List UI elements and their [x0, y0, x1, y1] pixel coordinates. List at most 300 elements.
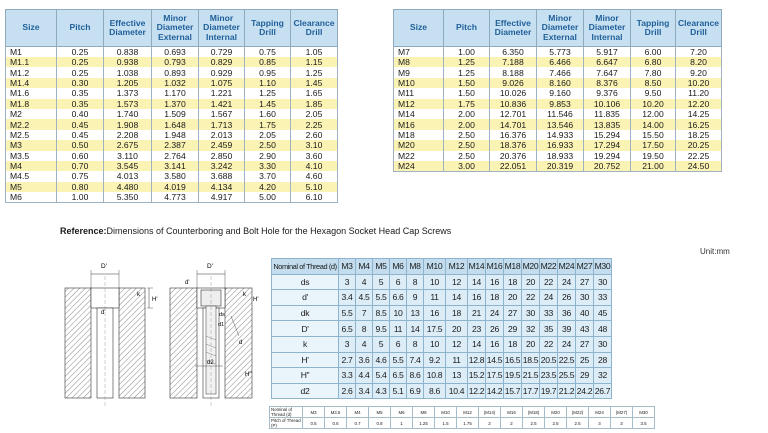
- thread-size-cell: M24: [394, 161, 444, 172]
- table-row: [6, 109, 338, 119]
- column-header: (M18): [523, 407, 545, 418]
- table-cell: 2.764: [152, 151, 199, 161]
- table-row: [6, 140, 338, 150]
- table-cell: 10.106: [584, 99, 631, 109]
- column-header: M3.5: [325, 407, 347, 418]
- table-row: [6, 161, 338, 171]
- table-cell: 3.5: [633, 418, 655, 429]
- table-cell: 24: [486, 305, 504, 321]
- column-header: M20: [522, 259, 540, 275]
- table-cell: 7.80: [631, 67, 676, 77]
- table-cell: 19.294: [584, 151, 631, 161]
- table-cell: 25.5: [558, 368, 576, 384]
- table-cell: 8.6: [407, 368, 424, 384]
- table-cell: 1.221: [199, 88, 245, 98]
- table-cell: 9.026: [490, 78, 537, 88]
- table-cell: 4.6: [373, 352, 390, 368]
- thread-size-cell: M20: [394, 140, 444, 150]
- table-cell: 1.567: [199, 109, 245, 119]
- column-header: M30: [633, 407, 655, 418]
- table-cell: 13: [446, 368, 468, 384]
- table-cell: 1.648: [152, 119, 199, 129]
- table-cell: 3: [339, 336, 356, 352]
- table-row: [6, 119, 338, 129]
- table-cell: 2.05: [245, 130, 291, 140]
- table-cell: 12.8: [468, 352, 486, 368]
- thread-size-cell: M2: [6, 109, 57, 119]
- counterbore-diagram: [55, 256, 260, 416]
- diagram-label: H': [253, 297, 259, 303]
- table-cell: 5.5: [390, 352, 407, 368]
- table-row: [272, 290, 612, 306]
- table-cell: 17.294: [584, 140, 631, 150]
- table-cell: 14.25: [676, 109, 722, 119]
- thread-size-cell: M5: [6, 182, 57, 192]
- table-cell: 7: [356, 305, 373, 321]
- table-cell: 3.4: [356, 383, 373, 399]
- unit-label: Unit:mm: [700, 247, 730, 256]
- table-cell: 1.948: [152, 130, 199, 140]
- table-cell: 7.647: [584, 67, 631, 77]
- table-cell: 14.2: [486, 383, 504, 399]
- table-cell: 6.5: [390, 368, 407, 384]
- column-header: Minor Diameter Internal: [199, 10, 245, 47]
- table-cell: 4.20: [245, 182, 291, 192]
- table-cell: 20.25: [676, 140, 722, 150]
- table-cell: 9.50: [631, 88, 676, 98]
- table-cell: 20.752: [584, 161, 631, 172]
- table-cell: 2.50: [444, 140, 490, 150]
- table-cell: 10.026: [490, 88, 537, 98]
- table-cell: 1.421: [199, 99, 245, 109]
- table-cell: 3.10: [291, 140, 338, 150]
- table-cell: 18: [504, 336, 522, 352]
- table-cell: 26: [486, 321, 504, 337]
- thread-pitch-table: [269, 406, 655, 429]
- diagram-label: k: [137, 292, 140, 298]
- table-cell: 3.580: [152, 171, 199, 181]
- table-cell: 5.00: [245, 192, 291, 203]
- column-header: Minor Diameter External: [152, 10, 199, 47]
- table-cell: 2.387: [152, 140, 199, 150]
- thread-size-cell: M4.5: [6, 171, 57, 181]
- table-cell: 2.013: [199, 130, 245, 140]
- column-header: Size: [394, 10, 444, 47]
- caption-bold: Reference:: [60, 226, 107, 236]
- caption-text: Dimensions of Counterboring and Bolt Hole for the Hexagon Socket Head Cap Screws: [106, 226, 452, 236]
- table-cell: 3.60: [291, 151, 338, 161]
- table-cell: 1.00: [444, 47, 490, 58]
- table-cell: 40: [576, 305, 594, 321]
- table-cell: 20: [504, 290, 522, 306]
- table-cell: 11: [424, 290, 446, 306]
- table-cell: 1.5: [435, 418, 457, 429]
- thread-size-cell: M9: [394, 67, 444, 77]
- column-header: M16: [486, 259, 504, 275]
- table-cell: 24: [558, 274, 576, 290]
- row-header-cell: Pitch of Thread (P): [271, 418, 301, 428]
- table-cell: 30: [576, 290, 594, 306]
- table-cell: 4.773: [152, 192, 199, 203]
- table-row: [394, 151, 722, 161]
- table-cell: 14: [468, 336, 486, 352]
- diagram-label: k: [243, 292, 246, 298]
- thread-size-cell: M1.4: [6, 78, 57, 88]
- table-cell: 6: [390, 336, 407, 352]
- thread-size-cell: M4: [6, 161, 57, 171]
- table-cell: 39: [558, 321, 576, 337]
- table-cell: 0.793: [152, 57, 199, 67]
- table-cell: 16.25: [676, 119, 722, 129]
- table-cell: 13.835: [584, 119, 631, 129]
- table-cell: 4.134: [199, 182, 245, 192]
- table-cell: 8: [407, 336, 424, 352]
- table-cell: 8: [407, 274, 424, 290]
- table-cell: 6.466: [537, 57, 584, 67]
- table-cell: 1.05: [291, 47, 338, 58]
- table-cell: 17.5: [424, 321, 446, 337]
- table-cell: 8.376: [584, 78, 631, 88]
- thread-size-cell: M2.2: [6, 119, 57, 129]
- table-cell: 36: [558, 305, 576, 321]
- table-cell: 1.75: [457, 418, 479, 429]
- table-cell: 29: [576, 368, 594, 384]
- table-cell: 6.10: [291, 192, 338, 203]
- table-cell: 14.701: [490, 119, 537, 129]
- table-row: [394, 161, 722, 172]
- table-cell: 0.7: [347, 418, 369, 429]
- table-row: [272, 383, 612, 399]
- thread-size-cell: M1.1: [6, 57, 57, 67]
- table-cell: 1.25: [245, 88, 291, 98]
- table-cell: 1.75: [444, 99, 490, 109]
- table-cell: 5.5: [339, 305, 356, 321]
- column-header: M24: [589, 407, 611, 418]
- table-cell: 27: [504, 305, 522, 321]
- table-cell: 4: [356, 274, 373, 290]
- table-row: [6, 130, 338, 140]
- table-row: [6, 99, 338, 109]
- table-cell: 2.208: [104, 130, 152, 140]
- table-cell: 3.242: [199, 161, 245, 171]
- table-cell: 14: [446, 290, 468, 306]
- table-cell: 4.10: [291, 161, 338, 171]
- table-cell: 0.938: [104, 57, 152, 67]
- diagram-label: d: [239, 340, 243, 346]
- table-cell: 0.40: [57, 109, 104, 119]
- table-row: [272, 352, 612, 368]
- diagram-label: H'': [245, 372, 252, 378]
- table-cell: 2.00: [444, 109, 490, 119]
- column-header: M18: [504, 259, 522, 275]
- table-cell: 5.1: [390, 383, 407, 399]
- column-header: M10: [435, 407, 457, 418]
- table-cell: 26: [558, 290, 576, 306]
- table-cell: 12: [446, 336, 468, 352]
- table-cell: 17.5: [486, 368, 504, 384]
- table-cell: 13.546: [537, 119, 584, 129]
- column-header: M12: [446, 259, 468, 275]
- table-cell: 3.3: [339, 368, 356, 384]
- column-header: M14: [468, 259, 486, 275]
- table-cell: 1.85: [291, 99, 338, 109]
- table-row: [394, 47, 722, 58]
- table-cell: 35: [540, 321, 558, 337]
- table-cell: 14.00: [631, 119, 676, 129]
- row-header-cell: D': [272, 321, 339, 337]
- table-cell: 12.20: [676, 99, 722, 109]
- table-cell: 0.729: [199, 47, 245, 58]
- table-cell: 7.20: [676, 47, 722, 58]
- table-cell: 1.205: [104, 78, 152, 88]
- table-cell: 24: [540, 290, 558, 306]
- column-header: M3: [303, 407, 325, 418]
- diagram-label: H': [152, 297, 158, 303]
- column-header: Effective Diameter: [104, 10, 152, 47]
- table-cell: 3.110: [104, 151, 152, 161]
- table-cell: 2.50: [444, 130, 490, 140]
- table-cell: 18: [504, 274, 522, 290]
- table-row: [272, 305, 612, 321]
- table-cell: 0.5: [303, 418, 325, 429]
- column-header: M30: [594, 259, 612, 275]
- diagram-label: d1: [218, 322, 225, 328]
- table-cell: 43: [576, 321, 594, 337]
- table-cell: 24.2: [576, 383, 594, 399]
- column-header: M10: [424, 259, 446, 275]
- table-cell: 2.5: [545, 418, 567, 429]
- table-cell: 4: [356, 336, 373, 352]
- column-header: M4: [347, 407, 369, 418]
- table-cell: 6.00: [631, 47, 676, 58]
- table-cell: 1.370: [152, 99, 199, 109]
- table-cell: 0.693: [152, 47, 199, 58]
- table-cell: 33: [540, 305, 558, 321]
- table-cell: 2.90: [245, 151, 291, 161]
- thread-size-cell: M6: [6, 192, 57, 203]
- table-cell: 10.20: [676, 78, 722, 88]
- table-cell: 14: [407, 321, 424, 337]
- table-cell: 0.35: [57, 99, 104, 109]
- table-cell: 28: [594, 352, 612, 368]
- table-cell: 21.2: [558, 383, 576, 399]
- table-cell: 18.933: [537, 151, 584, 161]
- table-cell: 16.933: [537, 140, 584, 150]
- table-cell: 30: [522, 305, 540, 321]
- table-cell: 18.25: [676, 130, 722, 140]
- reference-caption: [60, 226, 451, 236]
- table-cell: 1.740: [104, 109, 152, 119]
- row-header-cell: dk: [272, 305, 339, 321]
- table-row: [394, 130, 722, 140]
- table-cell: 4.013: [104, 171, 152, 181]
- table-cell: 3: [611, 418, 633, 429]
- diagram-label: d2: [207, 360, 214, 366]
- table-cell: 10.8: [424, 368, 446, 384]
- table-cell: 15.7: [504, 383, 522, 399]
- table-cell: 1.15: [291, 57, 338, 67]
- table-cell: 20.319: [537, 161, 584, 172]
- table-cell: 2.7: [339, 352, 356, 368]
- table-cell: 3.00: [444, 161, 490, 172]
- table-cell: 4.019: [152, 182, 199, 192]
- row-header-cell: H'': [272, 368, 339, 384]
- thread-size-cell: M22: [394, 151, 444, 161]
- thread-size-cell: M16: [394, 119, 444, 129]
- tap-drill-table-large: [393, 9, 722, 172]
- table-cell: 4.480: [104, 182, 152, 192]
- table-cell: 19.50: [631, 151, 676, 161]
- table-cell: 8.6: [424, 383, 446, 399]
- table-cell: 2: [501, 418, 523, 429]
- column-header: Minor Diameter Internal: [584, 10, 631, 47]
- column-header: M20: [545, 407, 567, 418]
- table-cell: 1.45: [245, 99, 291, 109]
- table-cell: 1.65: [291, 88, 338, 98]
- table-cell: 1.10: [245, 78, 291, 88]
- table-cell: 1.908: [104, 119, 152, 129]
- table-cell: 21.00: [631, 161, 676, 172]
- table-cell: 16: [468, 290, 486, 306]
- table-cell: 3.141: [152, 161, 199, 171]
- table-row: [6, 88, 338, 98]
- table-row: [394, 88, 722, 98]
- table-cell: 0.45: [57, 130, 104, 140]
- table-row: [272, 368, 612, 384]
- table-cell: 4.917: [199, 192, 245, 203]
- table-cell: 6.5: [339, 321, 356, 337]
- table-cell: 1.45: [291, 78, 338, 88]
- table-cell: 20.5: [540, 352, 558, 368]
- table-cell: 0.929: [199, 67, 245, 77]
- table-row: [6, 67, 338, 77]
- table-cell: 11: [446, 352, 468, 368]
- table-cell: 1.50: [444, 88, 490, 98]
- column-header: Pitch: [444, 10, 490, 47]
- table-cell: 11.546: [537, 109, 584, 119]
- thread-size-cell: M3.5: [6, 151, 57, 161]
- column-header: M6: [390, 259, 407, 275]
- column-header: M12: [457, 407, 479, 418]
- table-cell: 1.713: [199, 119, 245, 129]
- table-cell: 6: [390, 274, 407, 290]
- table-cell: 14.933: [537, 130, 584, 140]
- table-cell: 3.688: [199, 171, 245, 181]
- table-cell: 8.20: [676, 57, 722, 67]
- thread-size-cell: M10: [394, 78, 444, 88]
- table-cell: 1.032: [152, 78, 199, 88]
- table-cell: 6.6: [390, 290, 407, 306]
- column-header: Clearance Drill: [676, 10, 722, 47]
- table-cell: 22: [540, 274, 558, 290]
- column-header: Tapping Drill: [631, 10, 676, 47]
- table-cell: 45: [594, 305, 612, 321]
- column-header: Effective Diameter: [490, 10, 537, 47]
- table-cell: 0.75: [57, 171, 104, 181]
- table-cell: 7.4: [407, 352, 424, 368]
- table-cell: 5.10: [291, 182, 338, 192]
- table-cell: 22.25: [676, 151, 722, 161]
- column-header: (M27): [611, 407, 633, 418]
- column-header: M8: [407, 259, 424, 275]
- table-cell: 18.5: [522, 352, 540, 368]
- column-header: M6: [391, 407, 413, 418]
- table-cell: 1.170: [152, 88, 199, 98]
- thread-size-cell: M3: [6, 140, 57, 150]
- table-cell: 23: [468, 321, 486, 337]
- table-cell: 5.917: [584, 47, 631, 58]
- column-header: M22: [540, 259, 558, 275]
- column-header: M4: [356, 259, 373, 275]
- table-cell: 0.45: [57, 119, 104, 129]
- row-header-cell: d': [272, 290, 339, 306]
- diagram-label: D': [101, 263, 107, 270]
- table-cell: 1.60: [245, 109, 291, 119]
- column-header: M5: [369, 407, 391, 418]
- table-cell: 30: [594, 336, 612, 352]
- table-cell: 11.20: [676, 88, 722, 98]
- table-cell: 9.2: [424, 352, 446, 368]
- table-cell: 10.836: [490, 99, 537, 109]
- diagram-label: D': [207, 263, 213, 270]
- table-cell: 2.25: [291, 119, 338, 129]
- table-cell: 20: [522, 274, 540, 290]
- column-header: M8: [413, 407, 435, 418]
- table-cell: 0.25: [57, 67, 104, 77]
- table-cell: 2.50: [444, 151, 490, 161]
- table-cell: 2.5: [523, 418, 545, 429]
- table-row: [270, 418, 655, 429]
- column-header: M27: [576, 259, 594, 275]
- table-cell: 3: [339, 274, 356, 290]
- thread-size-cell: M1.2: [6, 67, 57, 77]
- table-cell: 9.376: [584, 88, 631, 98]
- table-cell: 15.2: [468, 368, 486, 384]
- table-row: [6, 57, 338, 67]
- column-header: Pitch: [57, 10, 104, 47]
- table-cell: 6.9: [407, 383, 424, 399]
- table-cell: 0.50: [57, 140, 104, 150]
- column-header: Clearance Drill: [291, 10, 338, 47]
- table-cell: 1: [391, 418, 413, 429]
- table-cell: 30: [594, 274, 612, 290]
- table-cell: 0.85: [245, 57, 291, 67]
- thread-size-cell: M2.5: [6, 130, 57, 140]
- table-cell: 18: [486, 290, 504, 306]
- table-cell: 32: [522, 321, 540, 337]
- table-cell: 0.80: [57, 182, 104, 192]
- table-cell: 2.675: [104, 140, 152, 150]
- table-cell: 10: [424, 274, 446, 290]
- table-cell: 22.051: [490, 161, 537, 172]
- table-header-row: [272, 259, 612, 275]
- table-cell: 1.00: [57, 192, 104, 203]
- counterbore-dimension-table: [271, 258, 612, 399]
- table-cell: 10.20: [631, 99, 676, 109]
- table-cell: 12.00: [631, 109, 676, 119]
- table-cell: 2.459: [199, 140, 245, 150]
- table-row: [6, 47, 338, 58]
- table-cell: 3.70: [245, 171, 291, 181]
- table-row: [272, 336, 612, 352]
- table-cell: 17.50: [631, 140, 676, 150]
- table-cell: 9.160: [537, 88, 584, 98]
- table-cell: 16: [424, 305, 446, 321]
- table-cell: 12.2: [468, 383, 486, 399]
- table-header-row: [394, 10, 722, 47]
- table-cell: 6.350: [490, 47, 537, 58]
- row-header-cell: d2: [272, 383, 339, 399]
